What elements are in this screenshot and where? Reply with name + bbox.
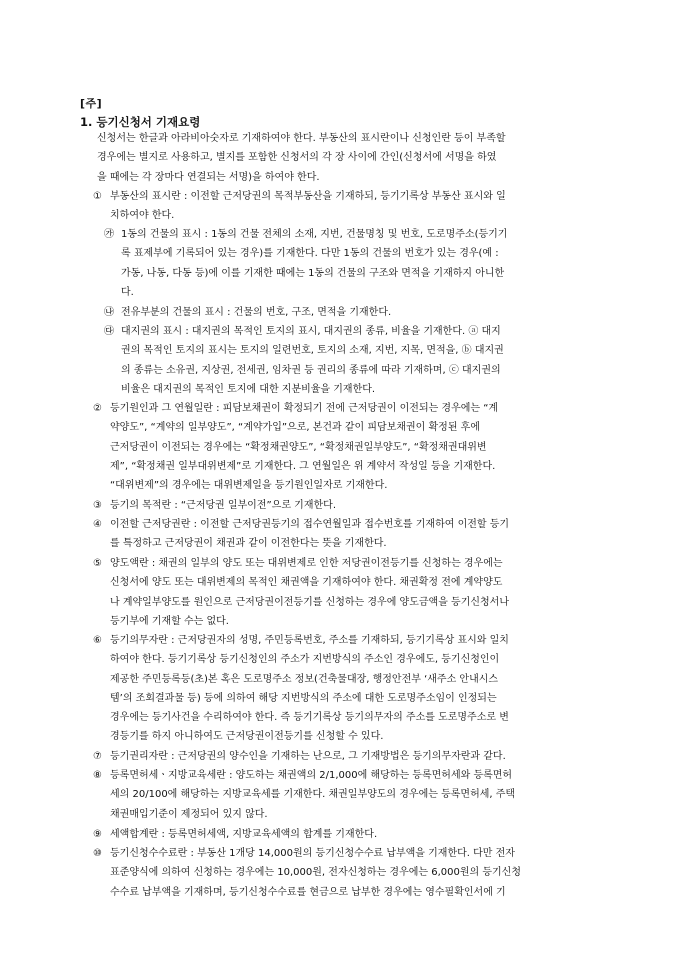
item-line: “대위변제”의 경우에는 대위변제일을 등기원인일자로 기재한다. [110, 480, 388, 492]
item-line: 제공한 주민등록등(초)본 혹은 도로명주소 정보(건축물대장, 행정안전부 ‘새주소 안내시스 [110, 673, 499, 685]
item-line: 1동의 건물의 표시 : 1동의 건물 전체의 소재, 지번, 건물명칭 및 번호, 도로명주소(등기기 [121, 229, 508, 240]
item-line: 를 특정하고 근저당권이 채권과 같이 이전한다는 뜻을 기재한다. [110, 538, 387, 550]
item-line: 의 종류는 소유권, 지상권, 전세권, 임차권 등 권리의 종류에 따라 기재하며, ⓒ 대지권의 [121, 364, 501, 376]
item-line: 치하여야 한다. [110, 210, 175, 222]
item-line: 전유부분의 건물의 표시 : 건물의 번호, 구조, 면적을 기재한다. [121, 307, 392, 318]
item-marker: ① [93, 191, 102, 202]
item-line: 비율은 대지권의 목적인 토지에 대한 지분비율을 기재한다. [121, 383, 376, 395]
item-line: 등기의 목적란 : “근저당권 일부이전”으로 기재한다. [110, 500, 337, 511]
item-line: 등기의무자란 : 근저당권자의 성명, 주민등록번호, 주소를 기재하되, 등기기록상 표시와 일치 [110, 635, 509, 646]
item-line: 근저당권이 이전되는 경우에는 “확정채권양도”, “확정채권일부양도”, “확정채권대위변 [110, 441, 487, 453]
item-line: 등기권리자란 : 근저당권의 양수인을 기재하는 난으로, 그 기재방법은 등기의무자란과 같다. [110, 751, 506, 762]
item-marker: ② [93, 403, 102, 414]
note-header: [주] [80, 97, 103, 110]
item-line: 나 계약일부양도를 원인으로 근저당권이전등기를 신청하는 경우에 양도금액을 등기신청서나 [110, 596, 509, 608]
item-marker: ⑩ [93, 848, 102, 859]
item-marker: ⑨ [93, 829, 102, 840]
item-marker: ⑧ [93, 770, 102, 781]
item-line: 수수료 납부액을 기재하며, 등기신청수수료를 현금으로 납부한 경우에는 영수필확인서에 기 [110, 886, 506, 898]
item-line: 대지권의 표시 : 대지권의 목적인 토지의 표시, 대지권의 종류, 비율을 기재한다. ⓐ 대지 [121, 326, 501, 337]
item-line: 표준양식에 의하여 신청하는 경우에는 10,000원, 전자신청하는 경우에는 6,000원의 등기신청 [110, 867, 522, 879]
item-marker: ③ [93, 500, 102, 511]
item-line: 세액합계란 : 등록면허세액, 지방교육세액의 합계를 기재한다. [110, 829, 378, 840]
item-line: 권의 목적인 토지의 표시는 토지의 일련번호, 토지의 소재, 지번, 지목, 면적을, ⓑ 대지권 [121, 345, 504, 357]
item-line: 경등기를 하지 아니하여도 근저당권이전등기를 신청할 수 있다. [110, 731, 384, 743]
item-line: 등록면허세ㆍ지방교육세란 : 양도하는 채권액의 2/1,000에 해당하는 등록면허세와 등록면허 [110, 770, 513, 781]
item-marker: ④ [93, 519, 102, 530]
intro-line: 경우에는 별지로 사용하고, 별지를 포함한 신청서의 각 장 사이에 간인(신청서에 서명을 하였 [97, 152, 497, 164]
intro-line: 을 때에는 각 장마다 연결되는 서명)을 하여야 한다. [97, 171, 320, 183]
item-line: 다. [121, 286, 134, 298]
item-line: 채권매입기준이 제정되어 있지 않다. [110, 808, 268, 820]
intro-line: 신청서는 한글과 아라비아숫자로 기재하여야 한다. 부동산의 표시란이나 신청인란 등이 부족할 [97, 133, 506, 144]
item-line: 등기부에 기재할 수는 없다. [110, 615, 229, 627]
item-marker: ㉯ [104, 307, 114, 318]
item-line: 템’의 조회결과물 등) 등에 의하여 해당 지번방식의 주소에 대한 도로명주소임이 인정되는 [110, 692, 497, 704]
item-line: 가동, 나동, 다동 등)에 이를 기재한 때에는 1동의 건물의 구조와 면적을 기재하지 아니한 [121, 267, 505, 279]
item-line: 양도액란 : 채권의 일부의 양도 또는 대위변제로 인한 저당권이전등기를 신청하는 경우에는 [110, 558, 503, 569]
item-line: 하여야 한다. 등기기록상 등기신청인의 주소가 지번방식의 주소인 경우에도, 등기신청인이 [110, 654, 500, 666]
item-line: 약양도”, “계약의 일부양도”, “계약가입”으로, 본건과 같이 피담보채권이 확정된 후에 [110, 422, 480, 434]
item-marker: ㉰ [104, 326, 114, 337]
item-line: 부동산의 표시란 : 이전할 근저당권의 목적부동산을 기재하되, 등기기록상 부동산 표시와 일 [110, 191, 506, 202]
item-line: 경우에는 등기사건을 수리하여야 한다. 즉 등기기록상 등기의무자의 주소를 도로명주소로 변 [110, 712, 509, 724]
intro-paragraph [97, 129, 506, 187]
item-marker: ⑦ [93, 751, 102, 762]
item-line: 록 표제부에 기록되어 있는 경우)를 기재한다. 다만 1동의 건물의 번호가 있는 경우(예 : [121, 248, 499, 260]
item-line: 세의 20/100에 해당하는 지방교육세를 기재한다. 채권일부양도의 경우에는 등록면허세, 주택 [110, 789, 516, 801]
item-marker: ⑥ [93, 635, 102, 646]
item-line: 등기원인과 그 연월일란 : 피담보채권이 확정되기 전에 근저당권이 이전되는 경우에는 “계 [110, 403, 499, 414]
item-line: 등기신청수수료란 : 부동산 1개당 14,000원의 등기신청수수료 납부액을 기재한다. 다만 전자 [110, 848, 515, 859]
item-line: 신청서에 양도 또는 대위변제의 목적인 채권액을 기재하여야 한다. 채권확정 전에 계약양도 [110, 577, 503, 589]
section-title: 1. 등기신청서 기재요령 [80, 115, 201, 129]
item-marker: ㉮ [104, 229, 114, 240]
item-line: 이전할 근저당권란 : 이전할 근저당권등기의 접수연월일과 접수번호를 기재하여 이전할 등기 [110, 519, 510, 530]
item-line: 제”, “확정채권 일부대위변제”로 기재한다. 그 연월일은 위 계약서 작성일 등을 기재한다. [110, 460, 496, 472]
item-marker: ⑤ [93, 558, 102, 569]
